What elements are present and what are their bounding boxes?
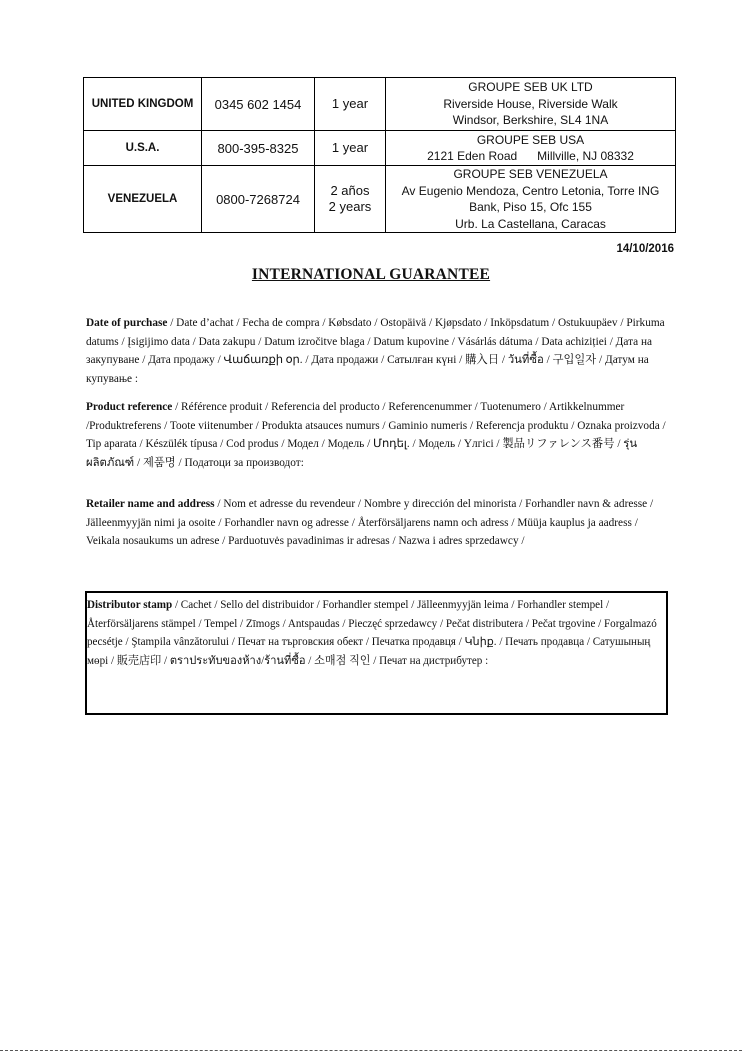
table-row: [84, 78, 676, 131]
product-reference-field: [86, 398, 668, 472]
period-line: 2 years: [328, 199, 372, 214]
phone-cell: 800-395-8325: [202, 131, 315, 166]
distributor-stamp-field: [87, 596, 669, 670]
address-line: Windsor, Berkshire, SL4 1NA: [452, 113, 609, 128]
retailer-name-address-field: [86, 495, 668, 551]
address-line: Urb. La Castellana, Caracas: [455, 216, 606, 231]
address-line: Av Eugenio Mendoza, Centro Letonia, Torre ING: [401, 183, 660, 198]
field-translations: / Cachet / Sello del distribuidor / Forhandler stempel / Jälleenmyyjän leima / Forhandler stempel / Återförsäljarens stämpel / Tempel / Zīmogs / Antspaudas / Pieczęć sprzedawcy / Pečat distributera / Pečat trgovine / Forgalmazó pecsétje / Ştampila vânzătorului / Печат на търговския обект / Печатка продавця / Կնիք. / Печать продавца / Сатушының мөрі / 販売店印 / ตราประทับของห้าง/ร้านที่ซื้อ / 소매점 직인 / Печат на дистрибутер :: [87, 599, 657, 667]
field-translations: / Référence produit / Referencia del producto / Referencenummer / Tuotenumero / Artikkelnummer /Produktreferens / Toote viitenumber / Produkta atsauces numurs / Gaminio numeris / Referencja produktu / Oznaka proizvoda / Tip aparata / Készülék típusa / Cod produs / Модел / Модель / Մոդել. / Модель / Үлгісі / 製品リファレンス番号 / รุ่นผลิตภัณฑ์ / 제품명 / Податоци за производот:: [86, 401, 666, 469]
date-of-purchase-field: [86, 314, 668, 388]
address-line: GROUPE SEB USA: [476, 132, 585, 147]
address-line: GROUPE SEB VENEZUELA: [453, 167, 608, 181]
period-line: 2 años: [330, 183, 370, 198]
phone-cell: 0345 602 1454: [202, 78, 315, 131]
address-cell: [386, 78, 676, 131]
period-line: 1 year: [331, 140, 369, 155]
field-translations: / Nom et adresse du revendeur / Nombre y dirección del minorista / Forhandler navn & adresse / Jälleenmyyjän nimi ja osoite / Forhandler navn og adresse / Återförsäljarens namn och adress / Müüja kauplus ja aadress / Veikala nosaukums un adrese / Parduotuvės pavadinimas ir adresas / Nazwa i adres sprzedawcy /: [86, 498, 654, 547]
address-cell: [386, 166, 676, 233]
field-label: Distributor stamp: [87, 599, 173, 611]
country-cell: UNITED KINGDOM: [84, 78, 202, 131]
guarantee-period-cell: [315, 131, 386, 166]
address-line: Bank, Piso 15, Ofc 155: [469, 200, 592, 214]
address-cell: [386, 131, 676, 166]
table-row: [84, 166, 676, 233]
address-line: Riverside House, Riverside Walk: [443, 96, 618, 111]
country-cell: VENEZUELA: [84, 166, 202, 233]
guarantee-period-cell: [315, 78, 386, 131]
guarantee-contacts-table: [83, 77, 676, 233]
table-row: [84, 131, 676, 166]
field-label: Retailer name and address: [86, 498, 215, 510]
address-line: GROUPE SEB UK LTD: [468, 80, 593, 95]
address-line: 2121 Eden Road Millville, NJ 08332: [427, 149, 634, 163]
field-label: Product reference: [86, 401, 173, 413]
period-line: 1 year: [331, 96, 369, 111]
page-title: INTERNATIONAL GUARANTEE: [251, 266, 491, 283]
country-cell: U.S.A.: [84, 131, 202, 166]
document-date: 14/10/2016: [616, 243, 674, 255]
field-translations: / Date d’achat / Fecha de compra / Købsdato / Ostopäivä / Kjøpsdato / Inköpsdatum / Ostukuupäev / Pirkuma datums / Įsigijimo data / Data zakupu / Datum izročitve blaga / Datum kupovine / Vásárlás dátuma / Data achiziției / Дата на закупуване / Дата продажу / Վաճառքի օր. / Дата продажи / Сатылған күні / 購入日 / วันที่ซื้อ / 구입일자 / Датум на купување :: [86, 317, 665, 385]
phone-cell: 0800-7268724: [202, 166, 315, 233]
field-label: Date of purchase: [86, 317, 168, 329]
guarantee-period-cell: [315, 166, 386, 233]
cut-line: [0, 1050, 742, 1051]
